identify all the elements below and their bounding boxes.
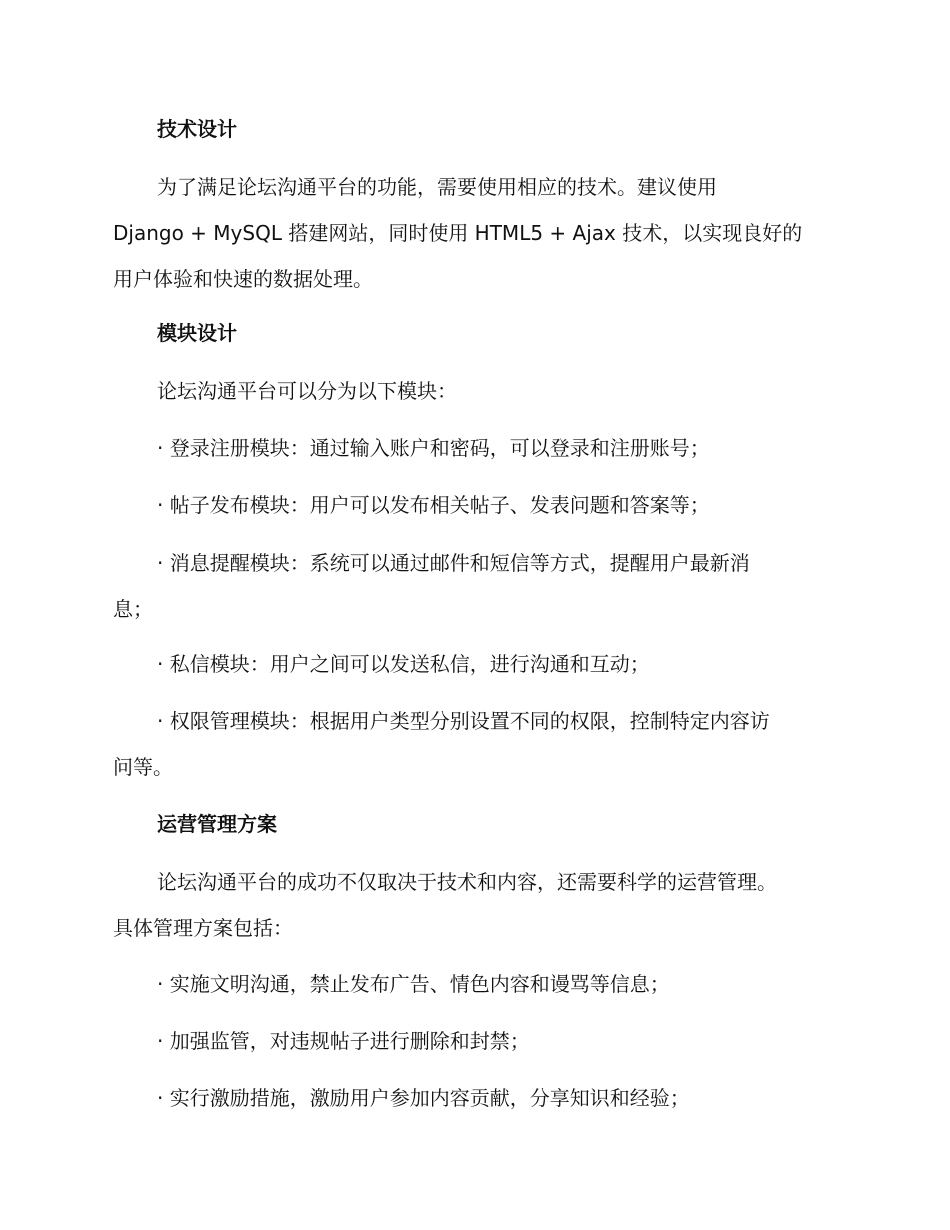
list-item: · 登录注册模块：通过输入账户和密码，可以登录和注册账号； [157,436,710,460]
list-item: · 帖子发布模块：用户可以发布相关帖子、发表问题和答案等； [157,493,710,517]
list-item-line: 问等。 [113,755,173,779]
list-item [113,540,833,632]
section-heading-tech-design: 技术设计 [157,117,237,141]
paragraph-line: 为了满足论坛沟通平台的功能，需要使用相应的技术。建议使用 [157,175,717,199]
list-item [113,698,833,790]
list-item: · 实行激励措施，激励用户参加内容贡献，分享知识和经验； [157,1086,690,1110]
tech-design-paragraph [113,164,833,302]
list-item: · 加强监管，对违规帖子进行删除和封禁； [157,1029,530,1053]
section-heading-operations: 运营管理方案 [157,812,277,836]
paragraph-line: 论坛沟通平台的成功不仅取决于技术和内容，还需要科学的运营管理。 [157,870,777,894]
list-item-line: · 权限管理模块：根据用户类型分别设置不同的权限，控制特定内容访 [157,709,770,733]
section-heading-module-design: 模块设计 [157,321,237,345]
module-design-intro: 论坛沟通平台可以分为以下模块： [157,379,457,403]
paragraph-line: 用户体验和快速的数据处理。 [113,267,373,291]
list-item: · 私信模块：用户之间可以发送私信，进行沟通和互动； [157,652,650,676]
list-item-line: · 消息提醒模块：系统可以通过邮件和短信等方式，提醒用户最新消 [157,551,750,575]
paragraph-line: 具体管理方案包括： [113,916,293,940]
list-item: · 实施文明沟通，禁止发布广告、情色内容和谩骂等信息； [157,972,670,996]
paragraph-line: Django + MySQL 搭建网站，同时使用 HTML5 + Ajax 技术，以实现良好的 [113,221,803,245]
list-item-line: 息； [113,597,153,621]
operations-paragraph [113,859,833,951]
